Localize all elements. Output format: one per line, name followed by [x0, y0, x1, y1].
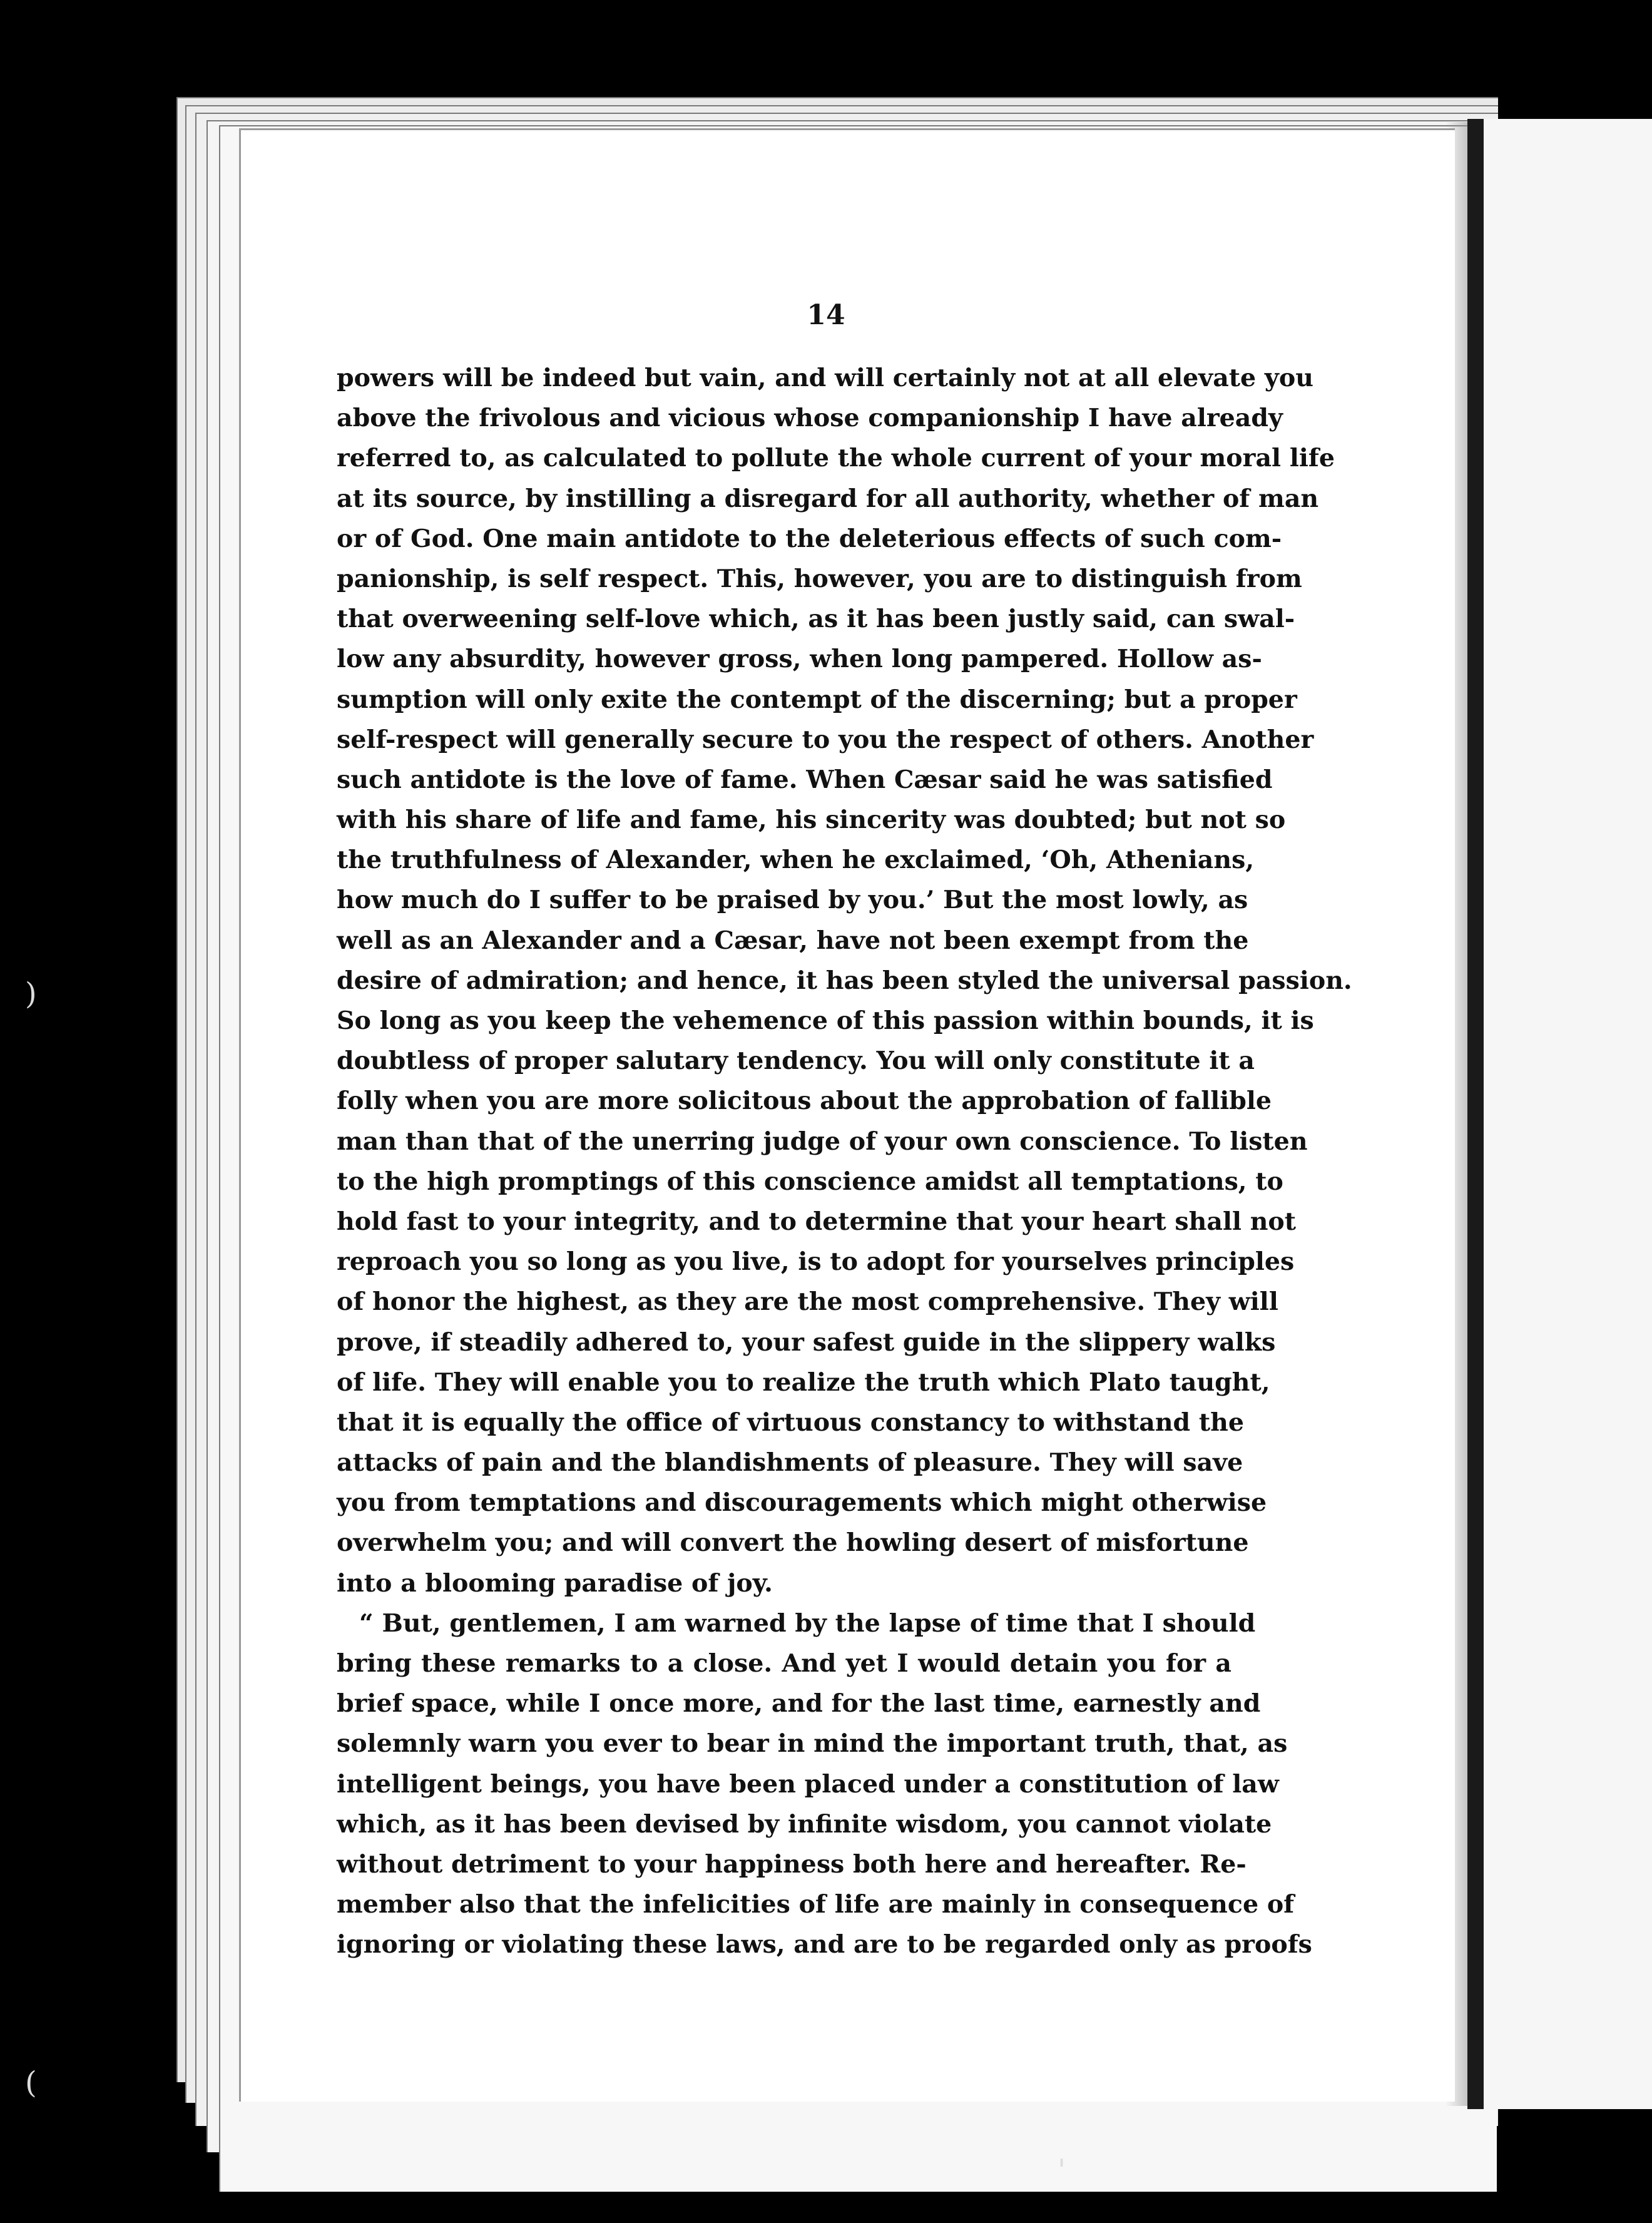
text-line: above the frivolous and vicious whose companionship I have already: [337, 404, 1283, 433]
text-line: reproach you so long as you live, is to adopt for yourselves principles: [337, 1247, 1295, 1277]
text-line: So long as you keep the vehemence of this passion within bounds, it is: [337, 1006, 1314, 1035]
text-line: folly when you are more solicitous about the approbation of fallible: [337, 1086, 1272, 1116]
text-line: referred to, as calculated to pollute the whole current of your moral life: [337, 444, 1335, 473]
text-line: or of God. One main antidote to the deleterious effects of such com-: [337, 524, 1282, 553]
page-body: [337, 358, 1352, 1965]
text-line: doubtless of proper salutary tendency. You will only constitute it a: [337, 1046, 1255, 1076]
text-line: how much do I suffer to be praised by you.’ But the most lowly, as: [337, 886, 1248, 915]
text-line: of life. They will enable you to realize the truth which Plato taught,: [337, 1367, 1270, 1397]
text-line: panionship, is self respect. This, however, you are to distinguish from: [337, 564, 1302, 593]
text-line: at its source, by instilling a disregard for all authority, whether of man: [337, 484, 1319, 513]
text-line: self-respect will generally secure to you the respect of others. Another: [337, 725, 1314, 754]
text-line: sumption will only exite the contempt of the discerning; but a proper: [337, 685, 1297, 714]
paragraph: [337, 1603, 1312, 1965]
next-page-sliver: [1482, 119, 1652, 2109]
text-line: you from temptations and discouragements which might otherwise: [337, 1488, 1267, 1518]
text-line: to the high promptings of this conscience amidst all temptations, to: [337, 1167, 1283, 1196]
text-line: bring these remarks to a close. And yet I would detain you for a: [337, 1649, 1231, 1678]
text-line: “ But, gentlemen, I am warned by the lapse of time that I should: [359, 1608, 1256, 1638]
page-number: 14: [807, 299, 845, 331]
text-line: that overweening self-love which, as it has been justly said, can swal-: [337, 605, 1295, 634]
paragraph-container: [337, 358, 1352, 1965]
paragraph: [337, 358, 1352, 1603]
text-line: prove, if steadily adhered to, your safest guide in the slippery walks: [337, 1327, 1276, 1357]
text-line: low any absurdity, however gross, when long pampered. Hollow as-: [337, 645, 1262, 674]
text-line: attacks of pain and the blandishments of pleasure. They will save: [337, 1448, 1243, 1478]
margin-speck: ): [25, 976, 37, 1011]
text-line: member also that the infelicities of life are mainly in consequence of: [337, 1890, 1295, 1919]
text-line: well as an Alexander and a Cæsar, have not been exempt from the: [337, 926, 1249, 955]
book-spine: [1467, 119, 1484, 2109]
text-line: the truthfulness of Alexander, when he exclaimed, ‘Oh, Athenians,: [337, 846, 1255, 875]
text-line: brief space, while I once more, and for the last time, earnestly and: [337, 1689, 1261, 1719]
text-line: of honor the highest, as they are the most comprehensive. They will: [337, 1287, 1278, 1317]
text-line: with his share of life and fame, his sincerity was doubted; but not so: [337, 805, 1286, 835]
text-line: solemnly warn you ever to bear in mind the important truth, that, as: [337, 1729, 1288, 1759]
margin-speck: ': [1058, 2153, 1066, 2188]
text-line: powers will be indeed but vain, and will certainly not at all elevate you: [337, 364, 1313, 392]
text-line: hold fast to your integrity, and to determine that your heart shall not: [337, 1207, 1297, 1236]
text-line: without detriment to your happiness both here and hereafter. Re-: [337, 1849, 1247, 1879]
text-line: such antidote is the love of fame. When Cæsar said he was satisfied: [337, 765, 1273, 794]
text-line: overwhelm you; and will convert the howling desert of misfortune: [337, 1528, 1249, 1558]
margin-speck: (: [25, 2065, 37, 2100]
text-line: into a blooming paradise of joy.: [337, 1568, 773, 1598]
text-line: which, as it has been devised by infinite wisdom, you cannot violate: [337, 1809, 1272, 1839]
text-line: intelligent beings, you have been placed under a constitution of law: [337, 1769, 1279, 1799]
text-line: desire of admiration; and hence, it has been styled the universal passion.: [337, 966, 1352, 995]
text-line: that it is equally the office of virtuous constancy to withstand the: [337, 1408, 1245, 1437]
text-line: man than that of the unerring judge of your own conscience. To listen: [337, 1127, 1308, 1156]
text-line: ignoring or violating these laws, and are to be regarded only as proofs: [337, 1930, 1312, 1960]
